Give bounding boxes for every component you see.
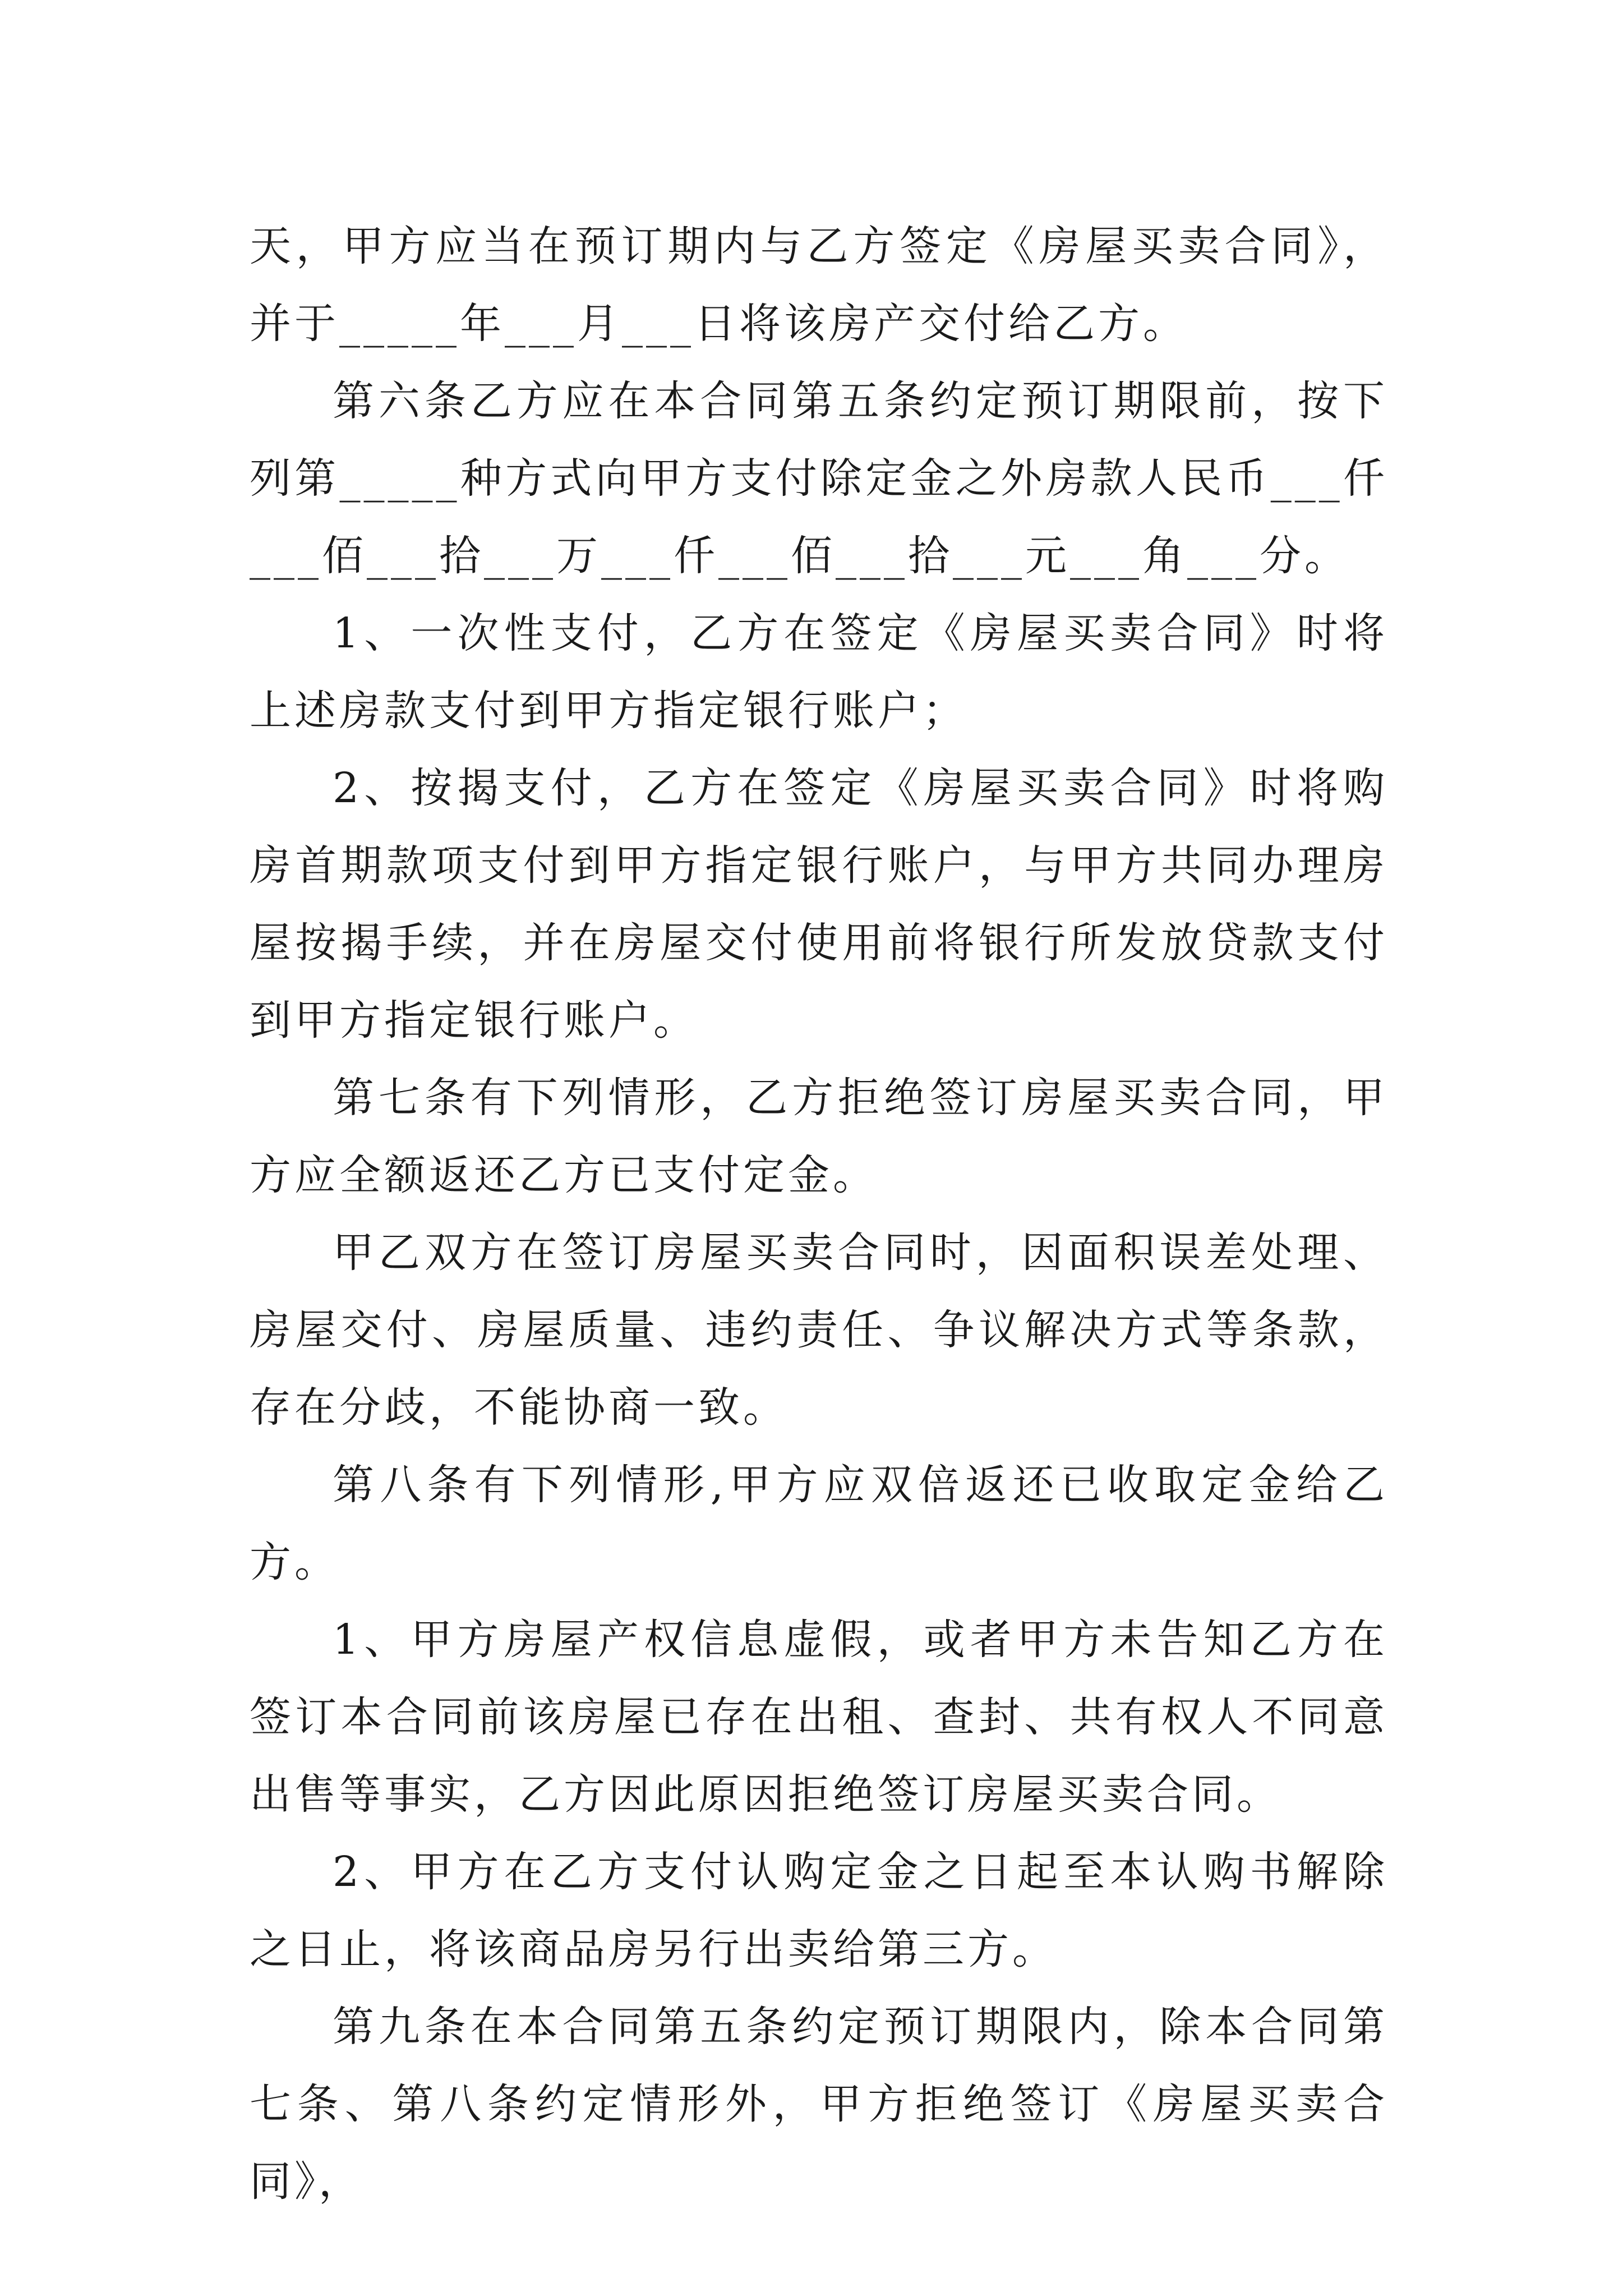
paragraph-mortgage-payment: 2、按揭支付，乙方在签定《房屋买卖合同》时将购房首期款项支付到甲方指定银行账户，与甲方共同办理房屋按揭手续，并在房屋交付使用前将银行所发放贷款支付到甲方指定银行账户。	[250, 764, 1388, 1045]
document-body	[250, 208, 1388, 2220]
paragraph-article-7: 第七条有下列情形，乙方拒绝签订房屋买卖合同，甲方应全额返还乙方已支付定金。	[250, 1074, 1388, 1199]
paragraph-article-8: 第八条有下列情形,甲方应双倍返还已收取定金给乙方。	[250, 1461, 1388, 1586]
paragraph-resale-third-party: 2、甲方在乙方支付认购定金之日起至本认购书解除之日止，将该商品房另行出卖给第三方。	[250, 1848, 1388, 1973]
paragraph-disagreement-terms: 甲乙双方在签订房屋买卖合同时，因面积误差处理、房屋交付、房屋质量、违约责任、争议解决方式等条款，存在分歧，不能协商一致。	[250, 1228, 1388, 1432]
paragraph-article-9: 第九条在本合同第五条约定预订期限内，除本合同第七条、第八条约定情形外，甲方拒绝签订《房屋买卖合同》，	[250, 2003, 1388, 2206]
paragraph-lump-sum-payment: 1、一次性支付，乙方在签定《房屋买卖合同》时将上述房款支付到甲方指定银行账户；	[250, 609, 1388, 735]
paragraph-false-property-info: 1、甲方房屋产权信息虚假，或者甲方未告知乙方在签订本合同前该房屋已存在出租、查封、共有权人不同意出售等事实，乙方因此原因拒绝签订房屋买卖合同。	[250, 1616, 1388, 1819]
paragraph-article-6: 第六条乙方应在本合同第五条约定预订期限前，按下列第_____种方式向甲方支付除定金之外房款人民币___仟___佰___拾___万___仟___佰___拾___元___角___分。	[250, 377, 1388, 580]
paragraph-delivery-date: 天，甲方应当在预订期内与乙方签定《房屋买卖合同》，并于_____年___月___日将该房产交付给乙方。	[250, 222, 1388, 348]
